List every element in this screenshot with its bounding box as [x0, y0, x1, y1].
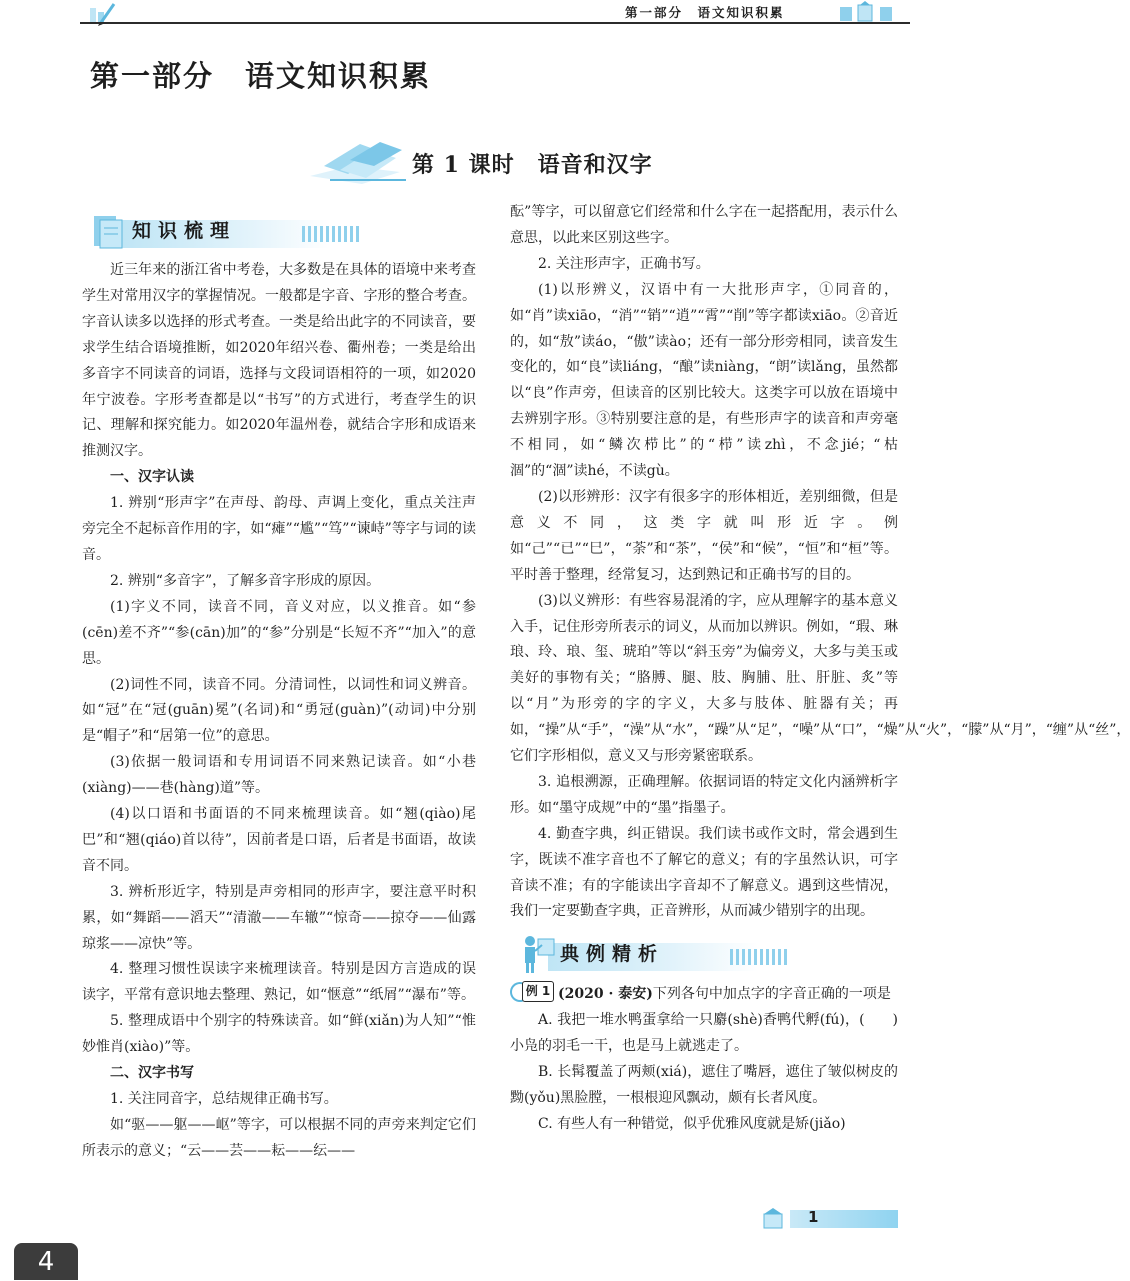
paragraph: 1. 关注同音字，总结规律正确书写。 [110, 1091, 338, 1107]
paragraph: 2. 关注形声字，正确书写。 [538, 255, 710, 272]
page-number: 1 [808, 1208, 819, 1226]
paragraph: 如“驱——躯——岖”等字，可以根据不同的声旁来判定它们所表示的意义；“云——芸——耘——纭—— [82, 1116, 476, 1159]
subheading-recognition: 一、汉字认读 [110, 469, 194, 486]
example-question: 下列各句中加点字的字音正确的一项是 [652, 986, 891, 1003]
paragraph: (4)以口语和书面语的不同来梳理读音。如“翘(qiào)尾巴”和“翘(qiáo)首以待”，因前者是口语，后者是书面语，故读音不同。 [82, 806, 476, 874]
option-a: A. 我把一堆水鸭蛋拿给一只麝(shè)香鸭代孵(fú)，小凫的羽毛一干，也是马上就逃走了。 [510, 1012, 860, 1055]
subheading-writing: 二、汉字书写 [110, 1065, 194, 1082]
option-c: C. 有些人有一种错觉，似乎优雅风度就是矫(jiǎo) [538, 1115, 846, 1132]
left-column [82, 210, 476, 1165]
running-header [0, 0, 950, 26]
page-footer [760, 1206, 900, 1230]
section-label: 知识梳理 [132, 220, 237, 242]
paragraph: 2. 辨别“多音字”，了解多音字形成的原因。 [110, 572, 381, 589]
paragraph: (2)词性不同，读音不同。分清词性，以词性和词义辨音。如“冠”在“冠(guān)冕”(名词)和“勇冠(guàn)”(动词)中分别是“帽子”和“居第一位”的意思。 [82, 676, 476, 745]
books-icon [760, 1206, 786, 1230]
right-column [510, 200, 1130, 1138]
part-title: 第一部分 语文知识积累 [90, 59, 432, 93]
paragraph: (2)以形辨形：汉字有很多字的形体相近，差别细微，但是意义不同，这类字就叫形近字。例如“己”“已”“巳”，“荼”和“茶”，“侯”和“候”，“恒”和“桓”等。平时善于整理，经常复习，达到熟记和正确书写的目的。 [510, 488, 898, 583]
intro-paragraph: 近三年来的浙江省中考卷，大多数是在具体的语境中来考查学生对常用汉字的掌握情况。一般都是字音、字形的整合考查。字音认读多以选择的形式考查。一类是给出此字的不同读音，要求学生结合语境推断，如2020年绍兴卷、衢州卷；一类是给出多音字不同读音的词语，选择与文段词语相符的一项，如2020年宁波卷。字形考查都是以“书写”的方式进行，考查学生的识记、理解和探究能力。如2020年温州卷，就结合字形和成语来推测汉字。 [82, 262, 476, 460]
paragraph: 4. 勤查字典，纠正错误。我们读书或作文时，常会遇到生字，既读不准字音也不了解它的意义；有的字虽然认识，可字音读不准；有的字能读出字音却不了解意义。遇到这些情况，我们一定要勤查字典，正音辨形，从而减少错别字的出现。 [510, 825, 898, 920]
book-icon [90, 210, 128, 252]
books-icon [838, 1, 898, 21]
paragraph: (1)以形辨义，汉语中有一大批形声字，①同音的，如“肖”读xiāo，“消”“销”“逍”“霄”“削”等字都读xiāo。②音近的，如“敖”读áo，“傲”读ào；还有一部分形旁相同，读音发生变化的，如“良”读liáng，“酿”读niàng，“朗”读lǎng，虽然都以“良”作声旁，但读音的区别比较大。这类字可以放在语境中去辨别字形。③特别要注意的是，有些形声字的读音和声旁毫不相同，如“鳞次栉比”的“栉”读zhì，不念jié；“枯涸”的“涸”读hé，不读gù。 [510, 281, 898, 480]
lesson-banner [310, 134, 730, 190]
header-rule [80, 22, 910, 24]
paragraph: 酝”等字，可以留意它们经常和什么字在一起搭配用，表示什么意思，以此来区别这些字。 [510, 204, 898, 246]
image-index-badge: 4 [14, 1243, 78, 1280]
footer-bar [790, 1210, 898, 1228]
section-header-examples [510, 933, 898, 977]
teacher-icon [518, 933, 556, 975]
paragraph: (3)以义辨形：有些容易混淆的字，应从理解字的基本意义入手，记住形旁所表示的词义，从而加以辨识。例如，“瑕、琳琅、玲、琅、玺、琥珀”等以“斜玉旁”为偏旁义，大多与美玉或美好的事物有关；“胳膊、腿、肢、胸脯、肚、肝脏、炙”等以“月”为形旁的字的字义，大多与肢体、脏器有关；再如，“操”从“手”，“澡”从“水”，“躁”从“足”，“噪”从“口”，“燥”从“火”，“朦”从“月”，“缠”从“丝”，它们字形相似，意义又与形旁紧密联系。 [510, 592, 1130, 765]
paragraph: 5. 整理成语中个别字的特殊读音。如“鲜(xiǎn)为人知”“惟妙惟肖(xiào)”等。 [82, 1013, 476, 1056]
section-stripes [730, 949, 790, 965]
running-title: 第一部分 语文知识积累 [625, 5, 785, 20]
option-b: B. 长髯覆盖了两颊(xiá)，遮住了嘴唇，遮住了皱似树皮的黝(yǒu)黑脸膛，一根根迎风飘动，颇有长者风度。 [510, 1064, 898, 1106]
lesson-title: 第 1 课时 语音和汉字 [412, 152, 653, 178]
example-stem [510, 981, 898, 1029]
paragraph: 3. 追根溯源，正确理解。依据词语的特定文化内涵辨析字形。如“墨守成规”中的“墨”指墨子。 [510, 773, 898, 816]
paragraph: (3)依据一般词语和专用词语不同来熟记读音。如“小巷(xiàng)——巷(hàng)道”等。 [82, 754, 476, 797]
paragraph: 4. 整理习惯性误读字来梳理读音。特别是因方言造成的误读字，平常有意识地去整理、熟记，如“惬意”“纸屑”“瀑布”等。 [82, 961, 476, 1004]
answer-blank: ( ) [859, 1012, 898, 1029]
paragraph: (1)字义不同，读音不同，音义对应，以义推音。如“参(cēn)差不齐”“参(cān)加”的“参”分别是“长短不齐”“加入”的意思。 [82, 598, 476, 667]
example-badge [510, 981, 551, 1001]
section-stripes [302, 226, 362, 242]
example-label: 例 1 [522, 981, 554, 1002]
paragraph: 1. 辨别“形声字”在声母、韵母、声调上变化，重点关注声旁完全不起标音作用的字，如“瘫”“尴”“笃”“谏峙”等字与词的读音。 [82, 495, 476, 563]
example-source: (2020 · 泰安) [558, 986, 653, 1003]
section-header-knowledge [82, 210, 476, 254]
section-label: 典例精析 [560, 943, 665, 966]
books-stack-icon [310, 136, 410, 186]
paragraph: 3. 辨析形近字，特别是声旁相同的形声字，要注意平时积累，如“舞蹈——滔天”“清澈——车辙”“惊奇——掠夺——仙露琼浆——凉快”等。 [82, 883, 476, 952]
